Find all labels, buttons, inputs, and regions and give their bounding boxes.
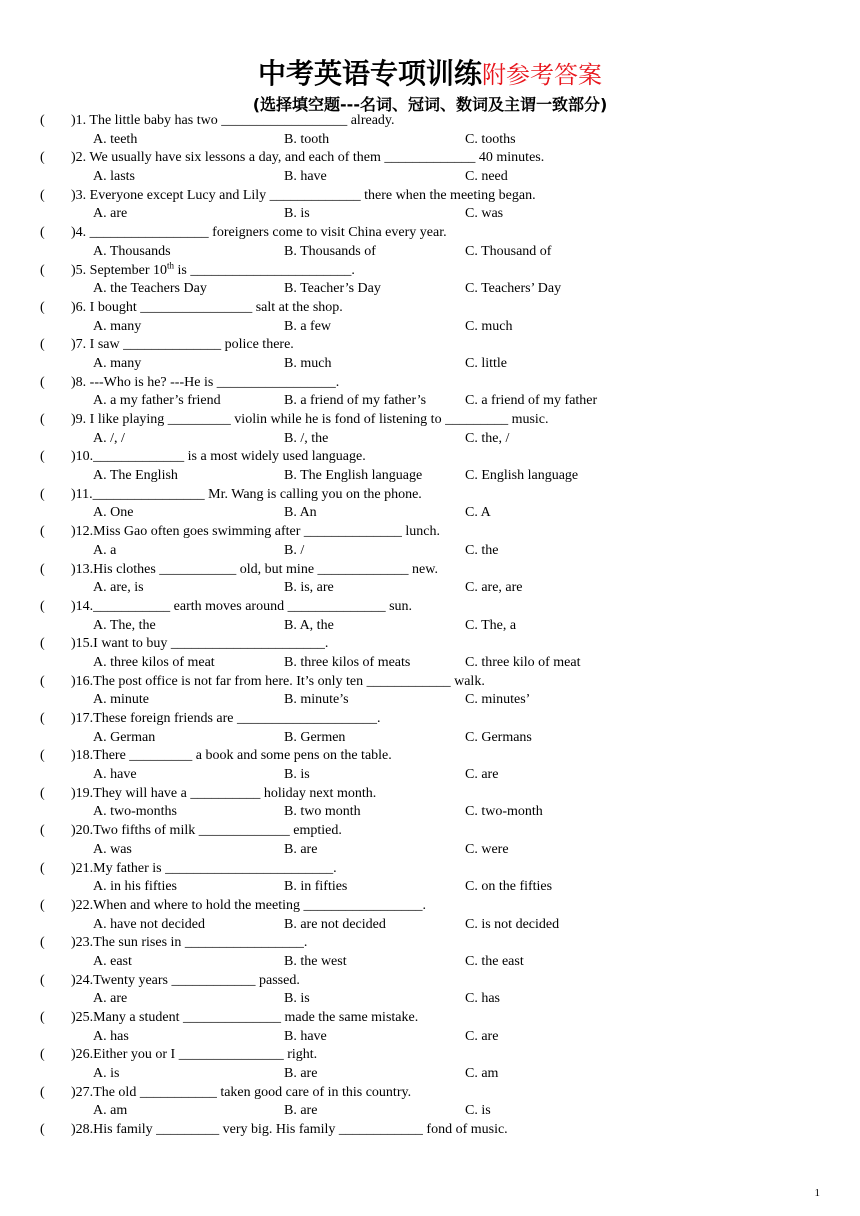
option-b: B. An xyxy=(284,505,317,521)
question-stem-row xyxy=(0,785,860,804)
question-text-part: )5. September 10 xyxy=(71,262,168,278)
ordinal-suffix: th xyxy=(167,259,175,270)
answer-blank-paren: ( xyxy=(40,337,45,353)
question-stem-row xyxy=(0,374,860,393)
answer-blank-paren: ( xyxy=(40,1122,45,1138)
option-c: C. two-month xyxy=(465,804,543,820)
question-stem-row xyxy=(0,411,860,430)
option-c: C. is not decided xyxy=(465,916,560,932)
answer-blank-paren: ( xyxy=(40,711,45,726)
question-text: )15.I want to buy ______________________. xyxy=(71,636,329,652)
answer-blank-paren: ( xyxy=(40,1047,45,1063)
answer-blank-paren: ( xyxy=(40,486,45,502)
question-list xyxy=(0,112,860,1140)
option-c: C. The, a xyxy=(465,617,517,633)
question-stem-row xyxy=(0,561,860,580)
question-text: )22.When and where to hold the meeting _________________. xyxy=(71,897,426,913)
answer-blank-paren: ( xyxy=(40,225,45,241)
question-stem-row xyxy=(0,598,860,617)
option-c: C. tooths xyxy=(465,131,516,147)
options-row xyxy=(0,1028,860,1047)
option-b: B. minute’s xyxy=(284,692,349,708)
option-b: B. are xyxy=(284,1103,318,1119)
option-c: C. English language xyxy=(465,468,579,484)
answer-blank-paren: ( xyxy=(40,673,45,689)
option-c: C. little xyxy=(465,355,507,371)
answer-blank-paren: ( xyxy=(40,524,45,540)
option-a: A. was xyxy=(93,841,132,857)
answer-blank-paren: ( xyxy=(40,374,45,390)
option-a: A. have xyxy=(93,767,137,783)
question-stem-row xyxy=(0,1121,860,1140)
option-c: C. is xyxy=(465,1103,491,1119)
question-stem-row xyxy=(0,1009,860,1028)
option-c: C. minutes’ xyxy=(465,692,531,708)
answer-blank-paren: ( xyxy=(40,823,45,839)
page-number: 1 xyxy=(814,1187,820,1199)
question-stem-row xyxy=(0,336,860,355)
option-a: A. One xyxy=(93,505,134,521)
option-c: C. are xyxy=(465,1028,499,1044)
option-a: A. in his fifties xyxy=(93,879,177,895)
option-a: A. The, the xyxy=(93,617,156,633)
option-c: C. are, are xyxy=(465,580,523,596)
options-row xyxy=(0,430,860,449)
option-b: B. Thousands of xyxy=(284,243,376,259)
question-text: )12.Miss Gao often goes swimming after ______________ lunch. xyxy=(71,524,441,540)
option-b: B. Germen xyxy=(284,729,346,745)
answer-blank-paren: ( xyxy=(40,860,45,876)
question-text-part: is _______________________. xyxy=(174,262,355,278)
option-c: C. were xyxy=(465,841,509,857)
option-b: B. is xyxy=(284,206,310,222)
question-text: )25.Many a student ______________ made the same mistake. xyxy=(71,1010,419,1025)
question-stem-row xyxy=(0,635,860,654)
option-a: A. the Teachers Day xyxy=(93,281,207,297)
question-stem-row xyxy=(0,860,860,879)
question-text: )14.___________ earth moves around ______________ sun. xyxy=(71,598,413,614)
question-stem-row xyxy=(0,710,860,729)
answer-blank-paren: ( xyxy=(40,897,45,913)
option-a: A. are xyxy=(93,206,128,222)
question-text: )21.My father is ________________________. xyxy=(71,860,337,876)
answer-blank-paren: ( xyxy=(40,412,45,427)
answer-blank-paren: ( xyxy=(40,785,45,801)
title-answer-note: 附参考答案 xyxy=(482,61,602,89)
question-stem-row xyxy=(0,259,860,281)
option-a: A. has xyxy=(93,1028,129,1044)
options-row xyxy=(0,1065,860,1084)
options-row xyxy=(0,729,860,748)
question-text: )18.There _________ a book and some pens on the table. xyxy=(71,748,392,764)
question-text: )2. We usually have six lessons a day, and each of them _____________ 40 minutes. xyxy=(71,150,545,166)
option-a: A. a xyxy=(93,542,117,558)
option-c: C. are xyxy=(465,767,499,783)
question-stem-row xyxy=(0,897,860,916)
answer-blank-paren: ( xyxy=(40,299,45,315)
question-text: )24.Twenty years ____________ passed. xyxy=(71,972,300,988)
option-b: B. a few xyxy=(284,318,332,334)
question-stem-row xyxy=(0,149,860,168)
option-b: B. two month xyxy=(284,804,361,820)
option-a: A. are xyxy=(93,991,128,1007)
option-c: C. the, / xyxy=(465,430,510,446)
options-row xyxy=(0,205,860,224)
options-row xyxy=(0,579,860,598)
option-c: C. Teachers’ Day xyxy=(465,281,562,297)
question-text: )10._____________ is a most widely used language. xyxy=(71,449,366,465)
answer-blank-paren: ( xyxy=(40,972,45,988)
options-row xyxy=(0,691,860,710)
options-row xyxy=(0,392,860,411)
title-main: 中考英语专项训练 xyxy=(257,57,482,90)
option-c: C. Thousand of xyxy=(465,243,552,259)
answer-blank-paren: ( xyxy=(40,748,45,764)
answer-blank-paren: ( xyxy=(40,449,45,465)
option-b: B. /, the xyxy=(284,430,329,446)
option-a: A. many xyxy=(93,318,142,334)
option-b: B. Teacher’s Day xyxy=(284,281,381,297)
question-text: )7. I saw ______________ police there. xyxy=(71,337,294,353)
option-b: B. are xyxy=(284,1066,318,1082)
option-a: A. are, is xyxy=(93,580,144,596)
option-b: B. is xyxy=(284,767,310,783)
option-a: A. German xyxy=(93,729,156,745)
answer-blank-paren: ( xyxy=(40,262,45,278)
question-text: )17.These foreign friends are ____________________. xyxy=(71,711,381,726)
option-c: C. much xyxy=(465,318,513,334)
options-row xyxy=(0,318,860,337)
option-b: B. A, the xyxy=(284,617,334,633)
option-b: B. The English language xyxy=(284,468,423,484)
question-stem-row xyxy=(0,673,860,692)
option-a: A. many xyxy=(93,355,142,371)
question-text: )13.His clothes ___________ old, but mine _____________ new. xyxy=(71,561,438,577)
option-b: B. three kilos of meats xyxy=(284,654,411,670)
options-row xyxy=(0,803,860,822)
option-c: C. was xyxy=(465,206,504,222)
option-a: A. am xyxy=(93,1103,128,1119)
option-c: C. has xyxy=(465,991,500,1007)
question-text: )6. I bought ________________ salt at the shop. xyxy=(71,299,343,315)
option-b: B. have xyxy=(284,169,327,185)
options-row xyxy=(0,504,860,523)
question-text: )26.Either you or I _______________ right. xyxy=(71,1047,318,1063)
answer-blank-paren: ( xyxy=(40,150,45,166)
options-row xyxy=(0,878,860,897)
option-c: C. the east xyxy=(465,953,524,969)
question-text: )23.The sun rises in _________________. xyxy=(71,935,308,951)
question-stem-row xyxy=(0,523,860,542)
option-b: B. in fifties xyxy=(284,879,348,895)
answer-blank-paren: ( xyxy=(40,636,45,652)
options-row xyxy=(0,1102,860,1121)
option-c: C. need xyxy=(465,169,508,185)
options-row xyxy=(0,617,860,636)
option-a: A. east xyxy=(93,953,132,969)
question-text: )16.The post office is not far from here. It’s only ten ____________ walk. xyxy=(71,673,485,689)
options-row xyxy=(0,990,860,1009)
question-stem-row xyxy=(0,187,860,206)
question-text: )20.Two fifths of milk _____________ emptied. xyxy=(71,823,342,839)
option-b: B. is, are xyxy=(284,580,334,596)
question-text: )11.________________ Mr. Wang is calling you on the phone. xyxy=(71,486,422,502)
option-b: B. a friend of my father’s xyxy=(284,393,427,409)
question-text: )8. ---Who is he? ---He is _________________. xyxy=(71,374,340,390)
option-a: A. Thousands xyxy=(93,243,171,259)
page-subtitle: (选择填空题---名词、冠词、数词及主谓一致部分) xyxy=(252,95,608,114)
option-c: C. A xyxy=(465,505,491,521)
option-a: A. three kilos of meat xyxy=(93,654,215,670)
question-text: )3. Everyone except Lucy and Lily _____________ there when the meeting began. xyxy=(71,187,536,203)
question-stem-row xyxy=(0,1084,860,1103)
question-stem-row xyxy=(0,822,860,841)
options-row xyxy=(0,355,860,374)
options-row xyxy=(0,766,860,785)
question-text xyxy=(71,259,355,281)
options-row xyxy=(0,916,860,935)
question-stem-row xyxy=(0,112,860,131)
option-b: B. are not decided xyxy=(284,916,386,932)
option-a: A. teeth xyxy=(93,131,138,147)
answer-blank-paren: ( xyxy=(40,187,45,203)
option-b: B. much xyxy=(284,355,332,371)
question-text: )19.They will have a __________ holiday next month. xyxy=(71,785,377,801)
option-b: B. are xyxy=(284,841,318,857)
options-row xyxy=(0,243,860,262)
option-a: A. /, / xyxy=(93,430,125,446)
option-a: A. The English xyxy=(93,468,178,484)
answer-blank-paren: ( xyxy=(40,1010,45,1025)
question-stem-row xyxy=(0,972,860,991)
question-text: )1. The little baby has two __________________ already. xyxy=(71,113,395,128)
options-row xyxy=(0,131,860,150)
question-text: )27.The old ___________ taken good care of in this country. xyxy=(71,1084,412,1100)
option-b: B. the west xyxy=(284,953,347,969)
option-c: C. the xyxy=(465,542,499,558)
options-row xyxy=(0,841,860,860)
question-text: )4. _________________ foreigners come to visit China every year. xyxy=(71,225,447,241)
answer-blank-paren: ( xyxy=(40,113,45,128)
page-title xyxy=(0,52,860,92)
option-c: C. am xyxy=(465,1066,499,1082)
option-a: A. is xyxy=(93,1066,120,1082)
question-stem-row xyxy=(0,1046,860,1065)
question-text: )9. I like playing _________ violin while he is fond of listening to _________ music. xyxy=(71,412,549,427)
option-c: C. three kilo of meat xyxy=(465,654,581,670)
option-a: A. two-months xyxy=(93,804,177,820)
question-stem-row xyxy=(0,299,860,318)
option-b: B. is xyxy=(284,991,310,1007)
answer-blank-paren: ( xyxy=(40,935,45,951)
option-b: B. / xyxy=(284,542,305,558)
option-c: C. a friend of my father xyxy=(465,393,598,409)
option-b: B. tooth xyxy=(284,131,330,147)
question-stem-row xyxy=(0,224,860,243)
options-row xyxy=(0,542,860,561)
question-stem-row xyxy=(0,486,860,505)
option-a: A. a my father’s friend xyxy=(93,393,221,409)
options-row xyxy=(0,168,860,187)
options-row xyxy=(0,280,860,299)
answer-blank-paren: ( xyxy=(40,1084,45,1100)
question-stem-row xyxy=(0,934,860,953)
question-text: )28.His family _________ very big. His family ____________ fond of music. xyxy=(71,1122,508,1138)
option-b: B. have xyxy=(284,1028,327,1044)
question-stem-row xyxy=(0,747,860,766)
options-row xyxy=(0,953,860,972)
answer-blank-paren: ( xyxy=(40,598,45,614)
option-c: C. Germans xyxy=(465,729,532,745)
answer-blank-paren: ( xyxy=(40,561,45,577)
option-c: C. on the fifties xyxy=(465,879,553,895)
options-row xyxy=(0,467,860,486)
option-a: A. have not decided xyxy=(93,916,205,932)
option-a: A. minute xyxy=(93,692,149,708)
question-stem-row xyxy=(0,448,860,467)
options-row xyxy=(0,654,860,673)
option-a: A. lasts xyxy=(93,169,135,185)
